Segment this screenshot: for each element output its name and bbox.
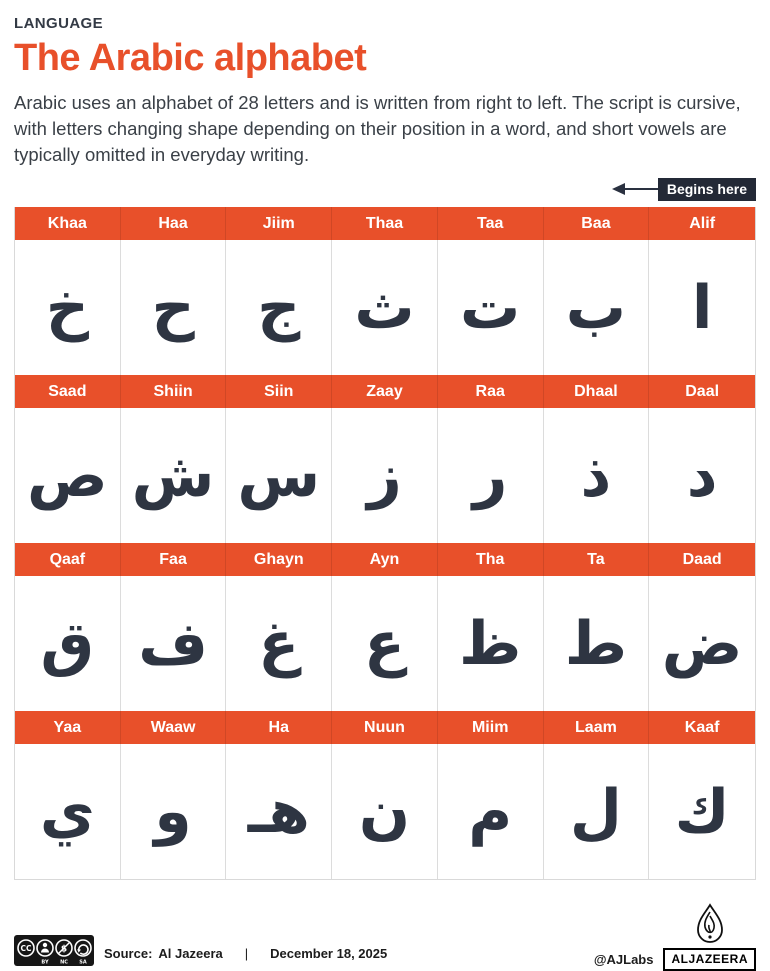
- ajlabs-credit: @AJLabs: [593, 952, 654, 967]
- letter-glyph: ن: [332, 744, 438, 879]
- flame-icon: [693, 904, 727, 946]
- source-value: Al Jazeera: [158, 945, 223, 961]
- letter-name: Miim: [438, 711, 544, 744]
- svg-text:$: $: [60, 944, 68, 955]
- letter-glyph: ز: [332, 408, 438, 543]
- source-line: [104, 946, 387, 961]
- letter-glyph: ا: [691, 272, 713, 343]
- letter-glyph: ب: [544, 240, 650, 375]
- letter-name: Yaa: [15, 711, 121, 744]
- letter-name: Shiin: [121, 375, 227, 408]
- letter-glyph: ك: [674, 776, 730, 847]
- letter-name: Jiim: [226, 207, 332, 240]
- letter-glyph: ق: [15, 576, 121, 711]
- letter-glyph: ث: [332, 240, 438, 375]
- publish-date: December 18, 2025: [270, 945, 388, 961]
- letter-name: Khaa: [15, 207, 121, 240]
- arrow-left-icon: [612, 182, 658, 196]
- letter-names-row: [15, 375, 755, 408]
- letter-name: Qaaf: [15, 543, 121, 576]
- letter-glyph: ذ: [544, 408, 650, 543]
- letter-name: Saad: [15, 375, 121, 408]
- letter-glyph: ظ: [438, 576, 544, 711]
- letter-glyph: م: [438, 744, 544, 879]
- aljazeera-wordmark: ALJAZEERA: [663, 948, 756, 971]
- letter-name: Baa: [544, 207, 650, 240]
- letter-name: Daal: [685, 382, 720, 400]
- letter-name: Alif: [689, 214, 716, 232]
- source-label: Source:: [104, 945, 153, 961]
- letter-glyph: ش: [121, 408, 227, 543]
- aljazeera-logo: [663, 904, 756, 971]
- creative-commons-icon: [14, 935, 94, 971]
- letter-glyph: ي: [15, 744, 121, 879]
- letter-name: Ayn: [332, 543, 438, 576]
- begins-here-badge: Begins here: [658, 178, 756, 201]
- letter-name: Haa: [121, 207, 227, 240]
- letter-name: Raa: [438, 375, 544, 408]
- letter-names-row: [15, 543, 755, 576]
- letter-name: Tha: [438, 543, 544, 576]
- svg-text:NC: NC: [60, 959, 68, 966]
- letter-glyphs-row: [15, 576, 755, 711]
- letter-name: Laam: [544, 711, 650, 744]
- letter-name: Waaw: [121, 711, 227, 744]
- footer-attribution: [14, 935, 387, 971]
- letter-glyph: ص: [15, 408, 121, 543]
- letter-names-row: [15, 207, 755, 240]
- separator: |: [244, 945, 249, 961]
- letter-glyph: ح: [121, 240, 227, 375]
- letter-name: Dhaal: [544, 375, 650, 408]
- letter-name: Ha: [226, 711, 332, 744]
- kicker-label: LANGUAGE: [14, 15, 104, 32]
- letter-glyph: ف: [121, 576, 227, 711]
- letter-glyphs-row: [15, 408, 755, 543]
- letter-name: Thaa: [332, 207, 438, 240]
- letter-glyph: هـ: [226, 744, 332, 879]
- letter-name: Siin: [226, 375, 332, 408]
- letter-name: Zaay: [332, 375, 438, 408]
- letter-name: Ghayn: [226, 543, 332, 576]
- svg-text:BY: BY: [41, 959, 49, 966]
- letter-name: Faa: [121, 543, 227, 576]
- letter-name: Nuun: [332, 711, 438, 744]
- letter-glyph: ت: [438, 240, 544, 375]
- letter-name: Taa: [438, 207, 544, 240]
- svg-text:CC: CC: [20, 944, 32, 953]
- intro-paragraph: Arabic uses an alphabet of 28 letters and is written from right to left. The script is cursive, with letters changing shape depending on their position in a word, and short vowels are typically omitted in everyday writing.: [14, 92, 741, 165]
- letter-glyph: د: [686, 440, 718, 511]
- letter-name: Daad: [682, 550, 722, 568]
- letter-glyph: س: [226, 408, 332, 543]
- letter-glyph: ط: [544, 576, 650, 711]
- letter-glyph: ر: [438, 408, 544, 543]
- letter-glyph: ل: [544, 744, 650, 879]
- letter-name: Kaaf: [684, 718, 720, 736]
- letter-names-row: [15, 711, 755, 744]
- letter-glyphs-row: [15, 240, 755, 375]
- letter-glyph: غ: [226, 576, 332, 711]
- letter-glyphs-row: [15, 744, 755, 879]
- letter-glyph: ع: [332, 576, 438, 711]
- letter-glyph: ج: [226, 240, 332, 375]
- footer-branding: [594, 904, 756, 971]
- begins-here-row: [14, 178, 756, 200]
- letter-glyph: ض: [661, 608, 743, 679]
- letter-glyph: خ: [15, 240, 121, 375]
- footer: [0, 904, 770, 971]
- page-title: The Arabic alphabet: [14, 37, 367, 79]
- svg-text:SA: SA: [79, 959, 87, 966]
- letter-name: Ta: [544, 543, 650, 576]
- letter-glyph: و: [121, 744, 227, 879]
- alphabet-table: [14, 207, 756, 880]
